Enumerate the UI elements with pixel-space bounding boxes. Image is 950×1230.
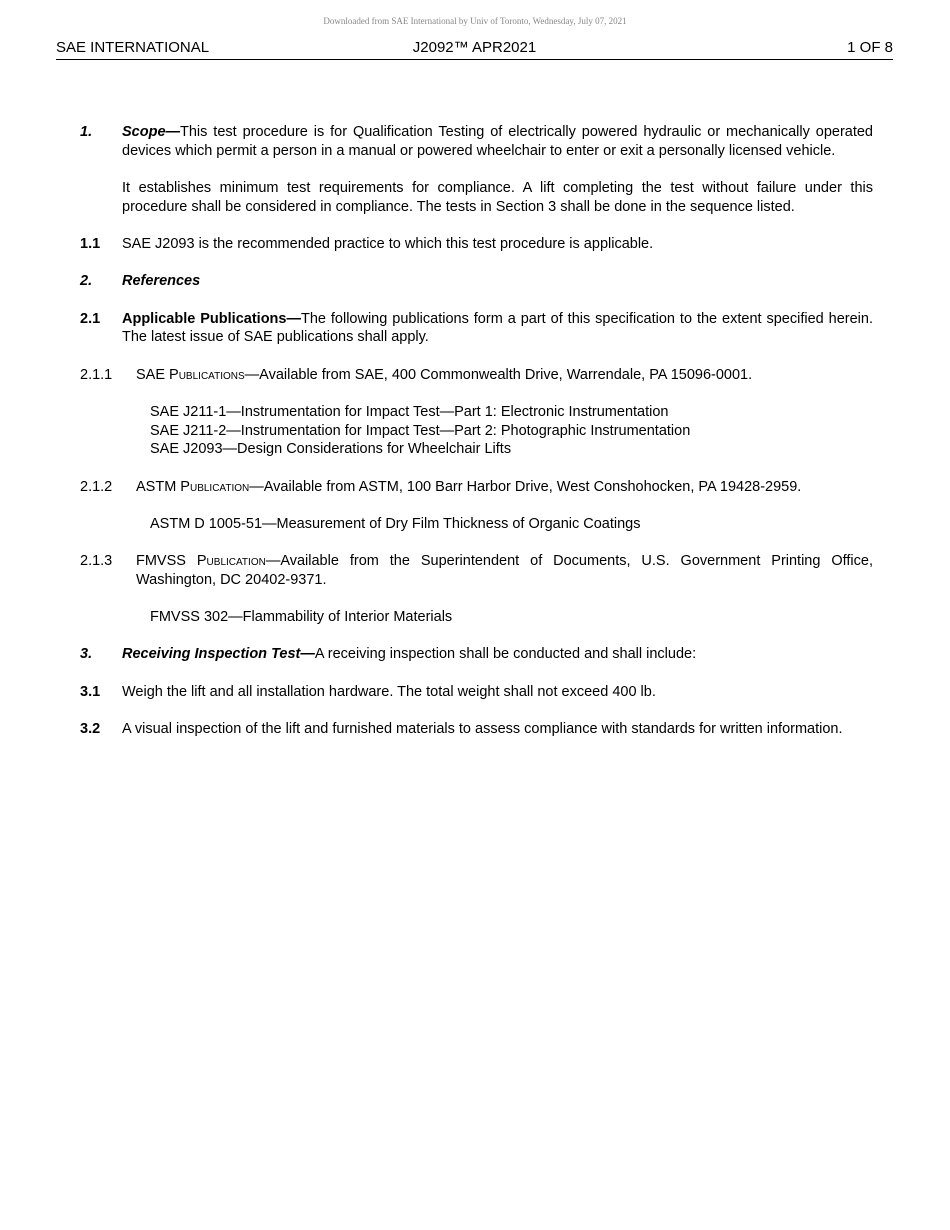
- section-text: This test procedure is for Qualification Testing of electrically powered hydraulic or mechanically operated devices which permit a person in a manual or powered wheelchair to enter or exit a personally licensed vehicle.: [122, 124, 873, 159]
- subsection-title: ASTM Publication: [136, 478, 250, 495]
- sae-reference-list: [80, 403, 873, 459]
- section-3-1: [80, 683, 873, 702]
- section-number: 2.: [80, 273, 93, 290]
- header-document-id: J2092™ APR2021: [412, 39, 537, 56]
- reference-item: FMVSS 302—Flammability of Interior Materials: [150, 609, 453, 626]
- section-2-references: [80, 272, 873, 291]
- document-body: [80, 123, 873, 757]
- page-header: [56, 39, 893, 60]
- section-text: Weigh the lift and all installation hardware. The total weight shall not exceed 400 lb.: [122, 683, 656, 700]
- section-text: —Available from SAE, 400 Commonwealth Drive, Warrendale, PA 15096-0001.: [244, 366, 753, 383]
- section-heading: Receiving Inspection Test—: [122, 646, 315, 663]
- section-number: 2.1: [80, 310, 101, 327]
- section-text: —Available from the Superintendent of Documents, U.S. Government Printing Office, Washington, DC 20402-9371.: [136, 553, 873, 588]
- reference-item: SAE J211-1—Instrumentation for Impact Test—Part 1: Electronic Instrumentation: [150, 403, 669, 420]
- section-number: 3.1: [80, 683, 101, 700]
- header-organization: SAE INTERNATIONAL: [56, 39, 210, 56]
- section-number: 3.: [80, 646, 93, 663]
- section-heading: Applicable Publications—: [122, 310, 301, 327]
- section-3-2: [80, 720, 873, 739]
- section-number: 2.1.1: [80, 366, 113, 383]
- section-number: 2.1.3: [80, 553, 113, 570]
- section-2-1-1: [80, 366, 873, 385]
- subsection-title: FMVSS Publication: [136, 553, 266, 570]
- section-heading: Scope—: [122, 124, 181, 140]
- section-3-receiving-inspection: [80, 645, 873, 664]
- section-2-1-2: [80, 478, 873, 497]
- section-text: A visual inspection of the lift and furnished materials to assess compliance with standards for written information.: [122, 721, 843, 738]
- section-1-scope: [80, 123, 873, 160]
- astm-reference-list: [80, 515, 873, 534]
- subsection-title: SAE Publications: [136, 366, 245, 383]
- reference-item: ASTM D 1005-51—Measurement of Dry Film Thickness of Organic Coatings: [150, 515, 641, 532]
- section-text: The following publications form a part of this specification to the extent specified herein. The latest issue of SAE publications shall apply.: [122, 310, 873, 346]
- section-text: —Available from ASTM, 100 Barr Harbor Drive, West Conshohocken, PA 19428-2959.: [249, 478, 802, 495]
- header-page-number: 1 OF 8: [847, 39, 893, 56]
- section-2-1-3: [80, 552, 873, 589]
- reference-item: SAE J211-2—Instrumentation for Impact Test—Part 2: Photographic Instrumentation: [150, 422, 691, 439]
- section-number: 1.1: [80, 236, 101, 252]
- section-2-1: [80, 310, 873, 347]
- section-text: A receiving inspection shall be conducted and shall include:: [314, 646, 697, 663]
- fmvss-reference-list: [80, 608, 873, 627]
- section-text: SAE J2093 is the recommended practice to which this test procedure is applicable.: [122, 236, 654, 252]
- section-heading: References: [122, 273, 201, 290]
- section-number: 2.1.2: [80, 478, 113, 495]
- section-1-scope-paragraph-2: [80, 179, 873, 216]
- reference-item: SAE J2093—Design Considerations for Wheelchair Lifts: [150, 441, 512, 458]
- section-number: 1.: [80, 124, 93, 140]
- download-watermark: Downloaded from SAE International by Univ of Toronto, Wednesday, July 07, 2021: [323, 16, 627, 26]
- section-number: 3.2: [80, 721, 101, 738]
- section-1-1: [80, 235, 873, 254]
- section-text: It establishes minimum test requirements for compliance. A lift completing the test without failure under this procedure shall be considered in compliance. The tests in Section 3 shall be done in the sequence listed.: [122, 180, 873, 215]
